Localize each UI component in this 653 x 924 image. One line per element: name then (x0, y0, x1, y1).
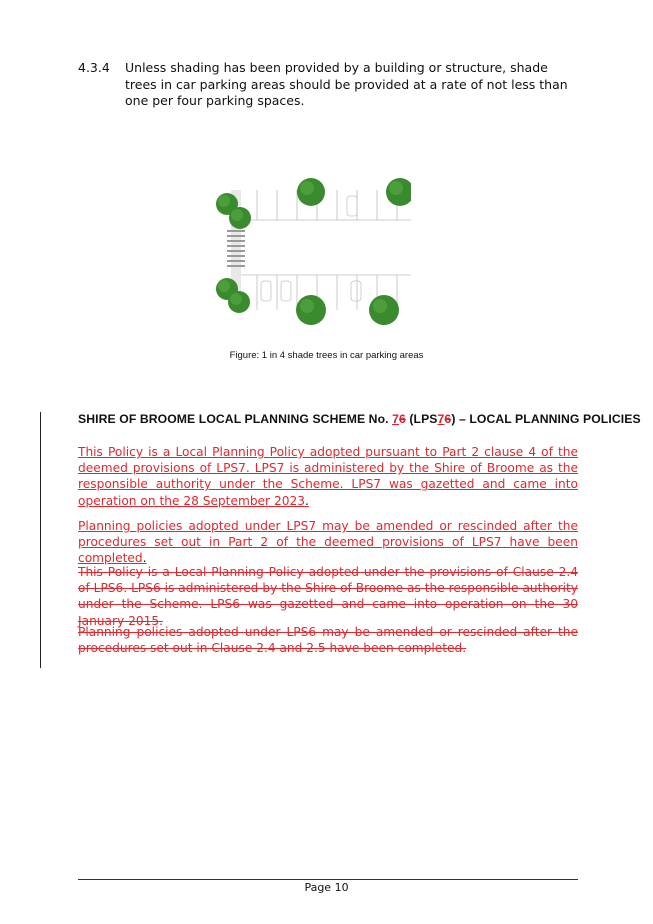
tree-icon (369, 295, 399, 325)
tree-icon (228, 291, 250, 313)
paragraph-text: This Policy is a Local Planning Policy adopted pursuant to Part 2 clause 4 of the deemed provisions of LPS7. LPS7 is administered by the Shire of Broome as the responsible authority under the Scheme. LPS7 was gazetted and came into operation on the 28 September 2023 (78, 445, 578, 508)
heading-deleted-abbrev: 6 (444, 412, 452, 426)
heading-inserted-abbrev: 7 (437, 412, 445, 426)
heading-mid: (LPS (405, 412, 438, 426)
tree-icon (297, 178, 325, 206)
heading-prefix: SHIRE OF BROOME LOCAL PLANNING SCHEME No. (78, 412, 393, 426)
clause-number: 4.3.4 (78, 60, 110, 75)
paragraph-text: Planning policies adopted under LPS7 may be amended or rescinded after the procedures set out in Part 2 of the deemed provisions of LPS7 have been completed (78, 519, 578, 566)
paragraph-period: . (304, 493, 309, 508)
car-outlines (261, 196, 361, 301)
deleted-paragraph-lps6-adoption: This Policy is a Local Planning Policy adopted under the provisions of Clause 2.4 of LPS6. LPS6 is administered by the Shire of Broome as the responsible authority under the Scheme. LPS6 was gazetted and came into operation on the 30 January 2015. (78, 565, 578, 628)
top-parking-bays (241, 190, 411, 220)
paragraph-period: . (142, 551, 147, 566)
figure-caption: Figure: 1 in 4 shade trees in car parking areas (229, 350, 424, 361)
heading-deleted-number: 6 (398, 412, 406, 426)
heading-suffix: ) – LOCAL PLANNING POLICIES (451, 412, 641, 426)
page-number: Page 10 (304, 881, 349, 894)
shade-trees (216, 178, 411, 325)
inserted-paragraph-lps7-amendment (78, 518, 578, 567)
inserted-paragraph-lps7-adoption (78, 444, 578, 509)
change-bar (40, 412, 41, 668)
section-heading (78, 412, 641, 426)
footer-rule (78, 879, 578, 880)
car-parking-figure (205, 170, 411, 330)
tree-icon (296, 295, 326, 325)
deleted-paragraph-lps6-amendment: Planning policies adopted under LPS6 may be amended or rescinded after the procedures set out in Clause 2.4 and 2.5 have been completed. (78, 625, 578, 656)
tree-icon (386, 178, 411, 206)
tree-icon (229, 207, 251, 229)
clause-text: Unless shading has been provided by a building or structure, shade trees in car parking areas should be provided at a rate of not less than one per four parking spaces. (125, 60, 568, 108)
heading-inserted-number: 7 (392, 412, 399, 426)
